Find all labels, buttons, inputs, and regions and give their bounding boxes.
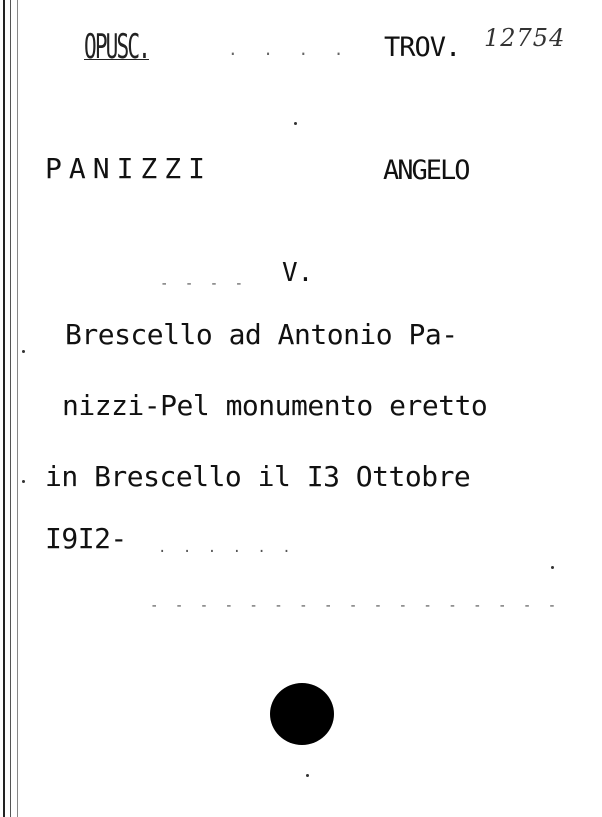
entry-line: Brescello ad Antonio Pa- [65,318,458,351]
entry-line: in Brescello il I3 Ottobre [45,460,471,493]
entry-marker: V. [282,258,314,288]
author-firstname: ANGELO [383,155,469,186]
speck [294,122,297,125]
dotted-leader: . . . . . . [158,540,295,556]
speck [306,774,309,777]
entry-line: I9I2- [45,522,127,555]
dotted-leader: . . . . [228,40,352,59]
dotted-leader: - - - - - - - - - - - - - - - - - [150,598,561,614]
trov-label: TROV. [384,32,461,63]
trov-number: 12754 [484,24,566,52]
speck [22,480,25,483]
punch-hole [270,683,334,745]
card-edge [3,0,5,817]
speck [551,566,554,569]
author-surname: PANIZZI [45,152,213,185]
card-edge [17,0,18,817]
card-edge [10,0,11,817]
speck [22,350,25,353]
dotted-leader: - - - - [160,276,248,292]
opusc-stamp: OPUSC. [84,27,149,67]
entry-line: nizzi-Pel monumento eretto [62,389,488,422]
